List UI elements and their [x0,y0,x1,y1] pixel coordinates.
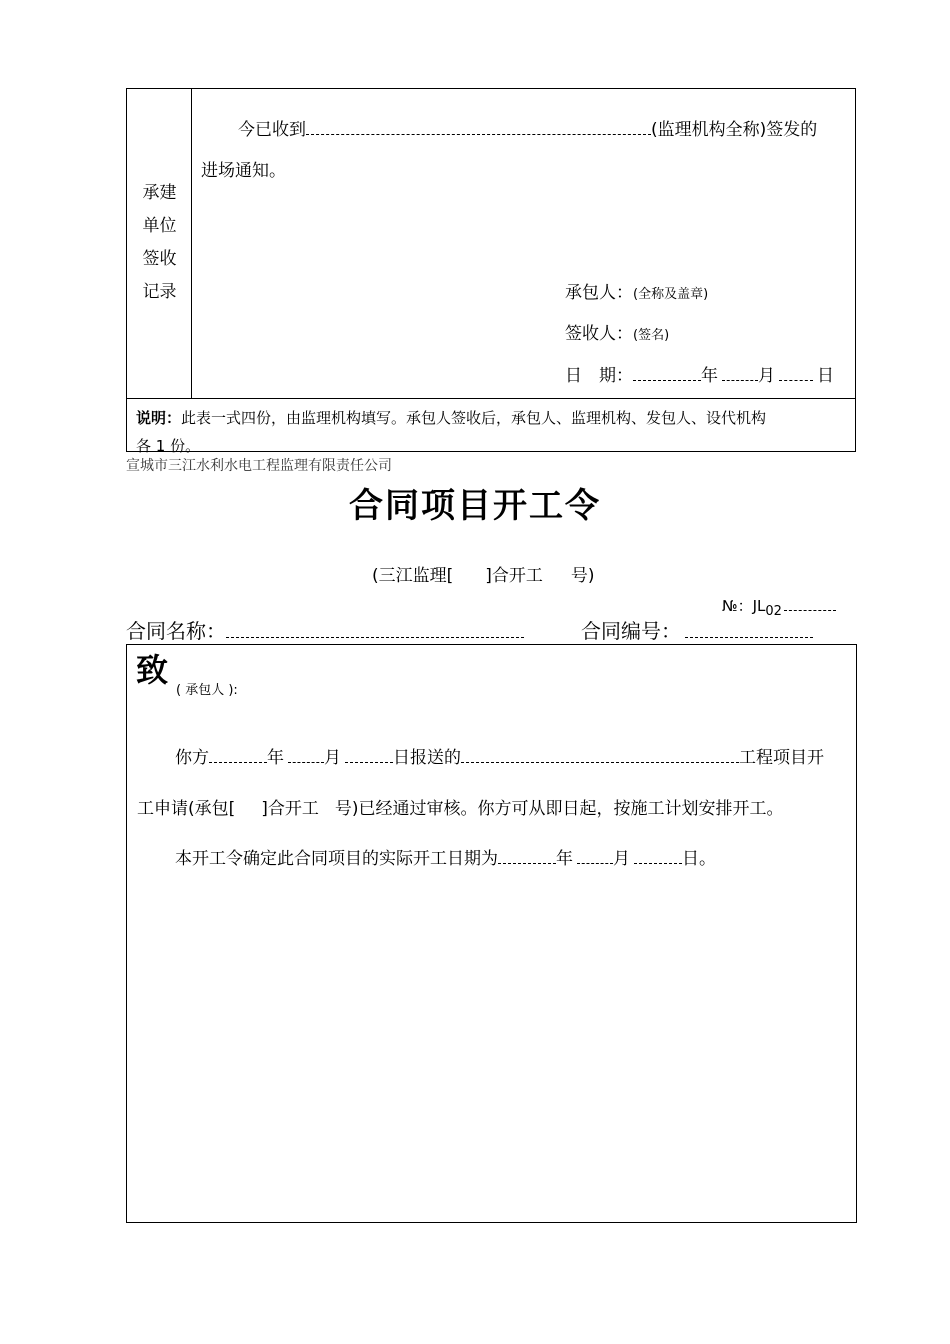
p2-prefix: 工申请(承包[ [137,799,236,819]
p1-text: 你方 [175,748,209,768]
doc-number-sub: 02 [765,603,782,619]
day-label: 日 [817,366,834,386]
label-line-4: 记录 [142,282,177,302]
date-day-blank[interactable] [779,362,813,381]
contract-name-blank[interactable] [226,616,524,638]
receipt-label-cell [127,89,192,398]
paragraph-2 [137,794,784,819]
signer-row [565,319,669,344]
subtitle-prefix: (三江监理[ [372,566,454,586]
signer-label: 签收人： [565,324,633,344]
p1-day-sub: 日报送的 [393,748,461,768]
label-line-1: 承建 [142,183,177,203]
contract-no-row [581,615,813,644]
contractor-label: 承包人： [565,283,633,303]
doc-number-label: №：JL [722,596,766,615]
p1-year: 年 [267,748,284,768]
p2-middle: ]合开工 [261,799,319,819]
p1-project-blank[interactable] [461,744,739,763]
contractor-row [565,278,708,303]
received-suffix: (监理机构全称)签发的 [651,120,818,140]
p3-text: 本开工令确定此合同项目的实际开工日期为 [175,849,498,869]
p1-month: 月 [324,748,341,768]
page-title: 合同项目开工令 [349,486,601,526]
p1-day-blank[interactable] [345,744,393,763]
date-year-blank[interactable] [633,362,701,381]
note-text [136,404,848,460]
p3-year-blank[interactable] [498,845,556,864]
receipt-record-table [126,88,856,455]
to-label: 致 [136,651,169,689]
year-label: 年 [701,366,718,386]
company-name: 宣城市三江水利水电工程监理有限责任公司 [126,458,392,474]
contract-no-blank[interactable] [685,616,813,638]
p3-day: 日。 [682,849,716,869]
p1-month-blank[interactable] [288,744,324,763]
contract-name-row [126,615,524,644]
date-row [565,361,834,386]
p3-day-blank[interactable] [634,845,682,864]
p3-month-blank[interactable] [577,845,613,864]
date-label: 日 期： [565,366,633,386]
start-order-box [126,644,857,1223]
agency-name-blank[interactable] [306,116,651,135]
subtitle-middle: ]合开工 [485,566,543,586]
p1-year-blank[interactable] [209,744,267,763]
month-label: 月 [758,366,775,386]
to-note: ( 承包人 ): [176,683,238,698]
note-bold: 说明： [136,409,182,427]
contractor-note: (全称及盖章) [633,287,709,302]
p3-month: 月 [613,849,630,869]
received-line [238,115,817,140]
received-line-2: 进场通知。 [201,161,286,181]
received-prefix: 今已收到 [238,120,306,140]
signer-note: (签名) [633,328,670,343]
contract-no-label: 合同编号： [581,619,681,643]
doc-number-blank[interactable] [784,594,836,611]
p3-year: 年 [556,849,573,869]
date-month-blank[interactable] [722,362,758,381]
subtitle [372,561,595,586]
paragraph-1 [175,743,824,768]
contract-name-label: 合同名称： [126,619,226,643]
p2-suffix: 号)已经通过审核。你方可从即日起，按施工计划安排开工。 [334,799,784,819]
p1-tail: 工程项目开 [739,748,824,768]
receipt-label [127,177,192,309]
subtitle-suffix: 号) [570,566,595,586]
note-body: 此表一式四份，由监理机构填写。承包人签收后，承包人、监理机构、发包人、设代机构 [181,409,767,427]
paragraph-3 [175,844,716,869]
note-line-2: 各 1 份。 [136,437,201,455]
note-row [127,398,855,455]
label-line-2: 单位 [142,216,177,236]
label-line-3: 签收 [142,249,177,269]
